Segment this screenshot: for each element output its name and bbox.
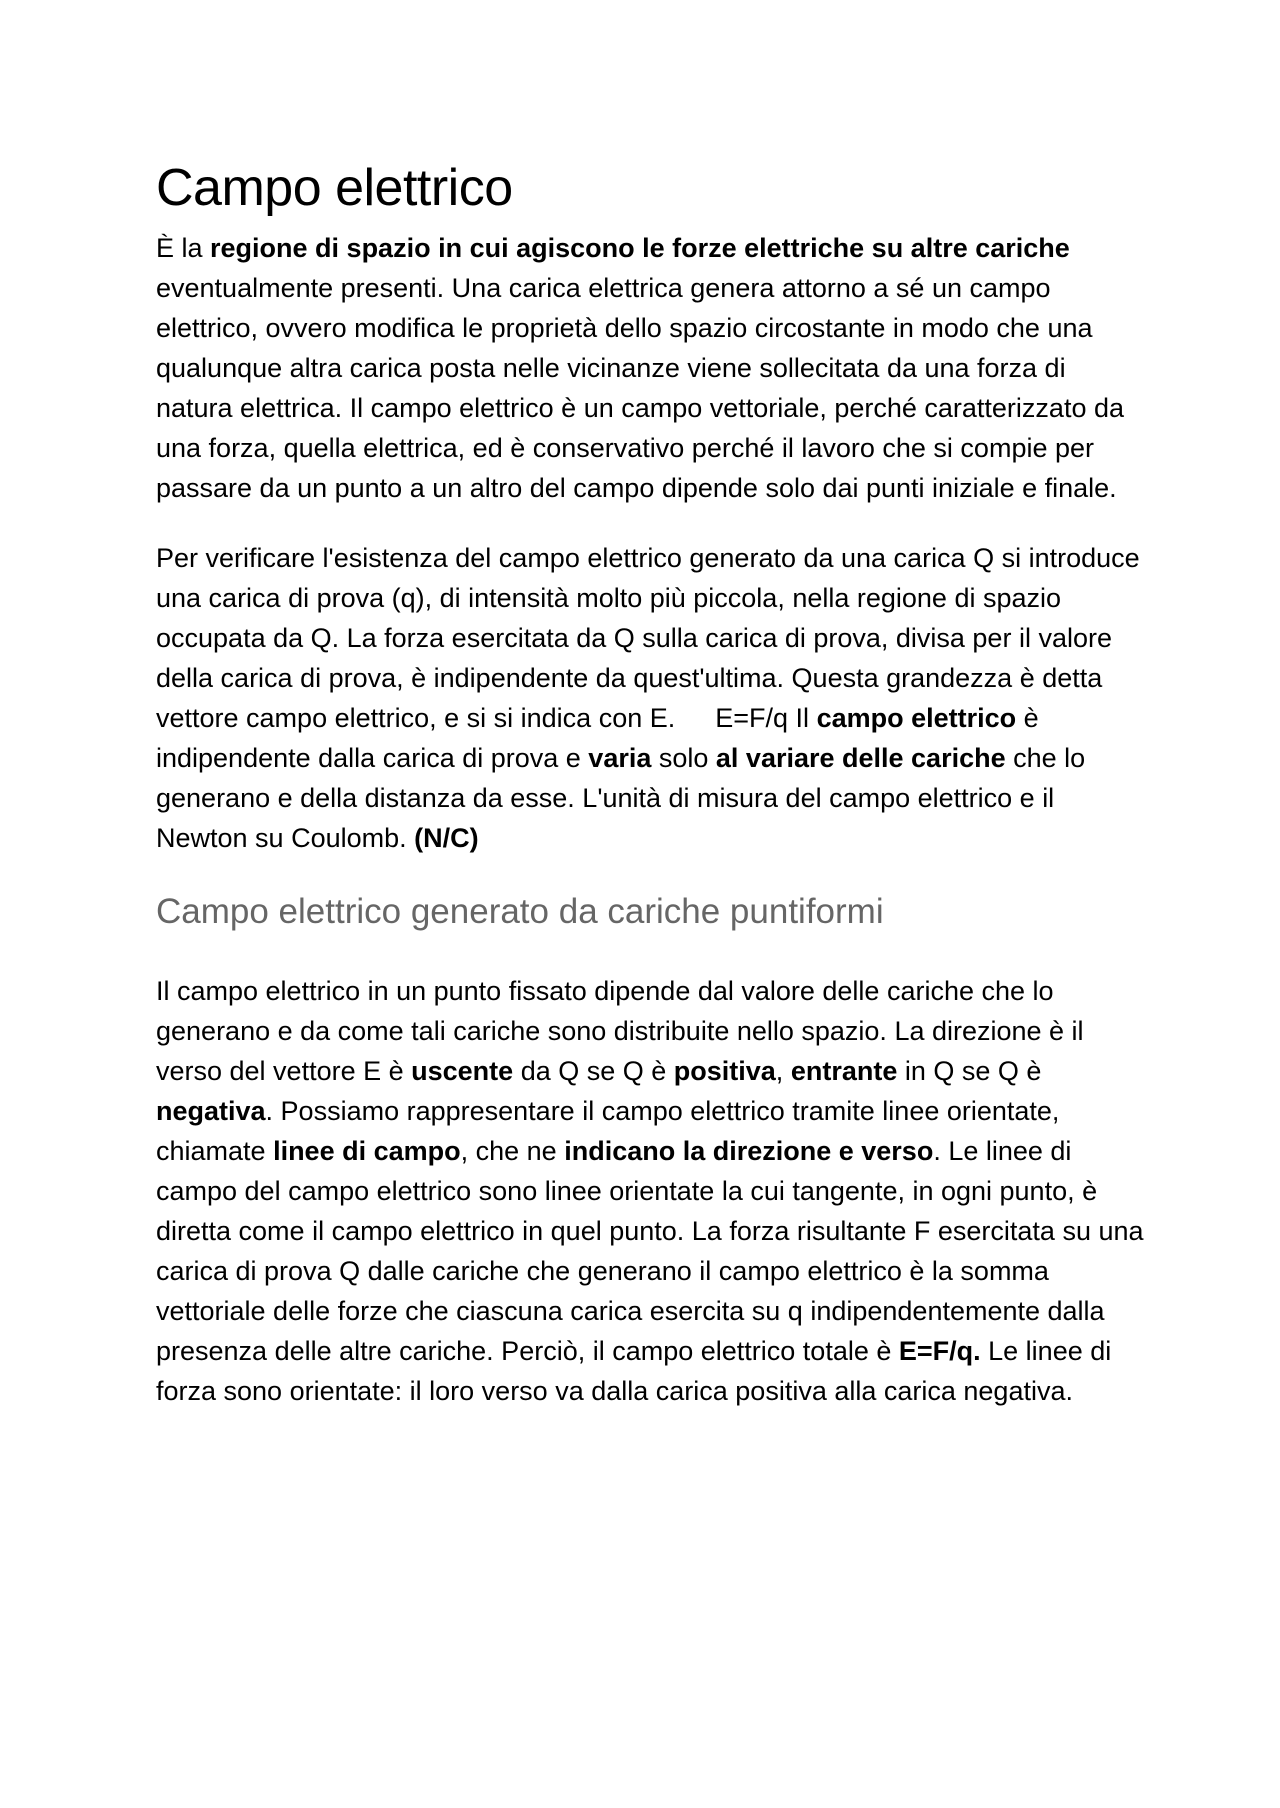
text-run: Le linee di forza sono orientate: il loro verso va dalla carica positiva alla carica negativa. xyxy=(156,1336,1112,1406)
bold-run: campo elettrico xyxy=(816,703,1017,733)
bold-run: positiva xyxy=(673,1056,776,1086)
text-run: , xyxy=(775,1056,791,1086)
bold-run: regione di spazio in cui agiscono le forze elettriche su altre cariche xyxy=(210,233,1070,263)
text-run: . Le linee di campo del campo elettrico sono linee orientate la cui tangente, in ogni punto, è diretta come il campo elettrico in quel punto. La forza risultante F esercitata su una carica di prova Q dalle cariche che generano il campo elettrico è la somma vettoriale delle forze che ciascuna carica esercita su q indipendentemente dalla presenza delle altre cariche. Perciò, il campo elettrico totale è xyxy=(156,1136,1144,1366)
text-run: . Possiamo rappresentare il campo elettrico tramite linee orientate, chiamate xyxy=(156,1096,1060,1166)
text-run: È la xyxy=(156,233,211,263)
text-run: Per verificare l'esistenza del campo elettrico generato da una carica Q si introduce una carica di prova (q), di intensità molto più piccola, nella regione di spazio occupata da Q. La forza esercitata da Q sulla carica di prova, divisa per il valore della carica di prova, è indipendente da quest'ultima. Questa grandezza è detta vettore campo elettrico, e si si indica con E. xyxy=(156,543,1140,733)
paragraph-point-charges xyxy=(156,971,1146,1411)
bold-run: E=F/q. xyxy=(898,1336,981,1366)
bold-run: uscente xyxy=(411,1056,514,1086)
text-run: è indipendente dalla carica di prova e xyxy=(156,703,1039,773)
bold-run: indicano la direzione e verso xyxy=(564,1136,934,1166)
bold-run: al variare delle cariche xyxy=(715,743,1006,773)
bold-run: negativa xyxy=(156,1096,266,1126)
text-run: eventualmente presenti. Una carica elettrica genera attorno a sé un campo elettrico, ovvero modifica le proprietà dello spazio circostante in modo che una qualunque altra carica posta nelle vicinanze viene sollecitata da una forza di natura elettrica. Il campo elettrico è un campo vettoriale, perché caratterizzato da una forza, quella elettrica, ed è conservativo perché il lavoro che si compie per passare da un punto a un altro del campo dipende solo dai punti iniziale e finale. xyxy=(156,273,1124,503)
text-run: in Q se Q è xyxy=(897,1056,1042,1086)
document-page xyxy=(156,152,1146,1411)
paragraph-definition xyxy=(156,228,1146,508)
document-title: Campo elettrico xyxy=(156,159,513,217)
paragraph-test-charge xyxy=(156,538,1146,858)
formula-run: E=F/q xyxy=(715,703,789,733)
text-run: che lo generano e della distanza da esse. L'unità di misura del campo elettrico e il Newton su Coulomb. xyxy=(156,743,1086,853)
bold-run: linee di campo xyxy=(273,1136,461,1166)
text-run: solo xyxy=(651,743,716,773)
bold-run: (N/C) xyxy=(414,823,479,853)
text-run: Il campo elettrico in un punto fissato dipende dal valore delle cariche che lo generano e da come tali cariche sono distribuite nello spazio. La direzione è il verso del vettore E è xyxy=(156,976,1084,1086)
text-run: , che ne xyxy=(460,1136,565,1166)
bold-run: varia xyxy=(588,743,652,773)
section-heading: Campo elettrico generato da cariche puntiformi xyxy=(156,892,884,931)
bold-run: entrante xyxy=(790,1056,898,1086)
text-run: da Q se Q è xyxy=(513,1056,674,1086)
text-run: Il xyxy=(788,703,817,733)
